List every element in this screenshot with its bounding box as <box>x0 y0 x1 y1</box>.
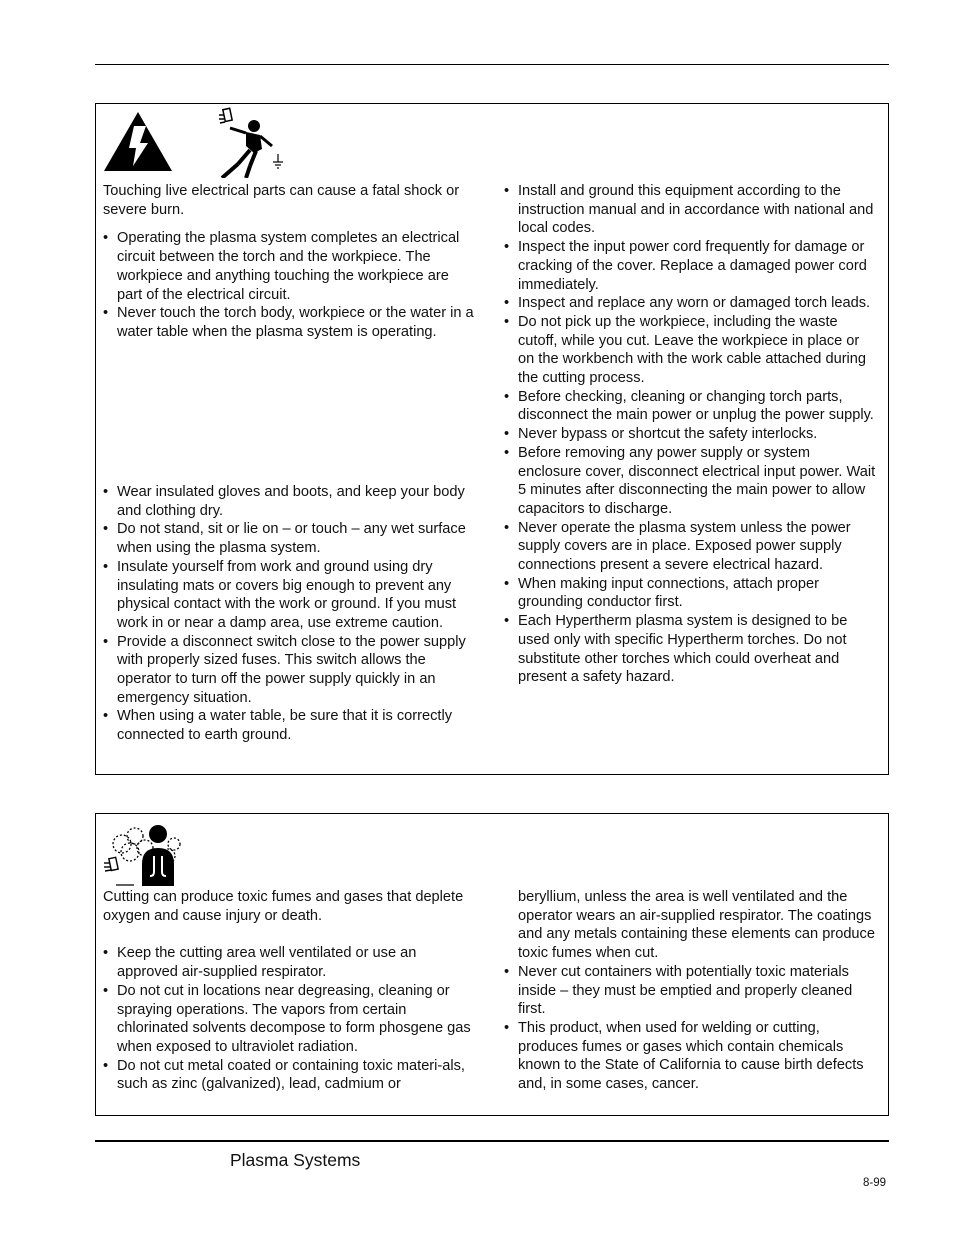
page-number: 8-99 <box>863 1177 887 1189</box>
shock-left-list-2 <box>103 483 478 745</box>
list-item: • Before removing any power supply or system enclosure cover, disconnect electrical input power. Wait 5 minutes after disconnecting the main power to allow capacitors to discharge. <box>504 444 876 519</box>
list-item: • Never operate the plasma system unless the power supply covers are in place. Exposed power supply connections present a severe electrical hazard. <box>504 519 876 575</box>
list-item: • Inspect the input power cord frequently for damage or cracking of the cover. Replace a damaged power cord immediately. <box>504 238 876 294</box>
shock-intro-text: Touching live electrical parts can cause a fatal shock or severe burn. <box>103 183 460 218</box>
list-item: • When making input connections, attach proper grounding conductor first. <box>504 575 876 612</box>
list-item: • Do not stand, sit or lie on – or touch – any wet surface when using the plasma system. <box>103 520 478 557</box>
shock-left-list-1 <box>103 229 475 341</box>
list-item: • Operating the plasma system completes an electrical circuit between the torch and the workpiece. The workpiece and anything touching the workpiece are part of the electrical circuit. <box>103 229 475 304</box>
fumes-right-list <box>504 963 876 1094</box>
toxic-fumes-icon <box>102 822 184 886</box>
fumes-intro-text: Cutting can produce toxic fumes and gases that deplete oxygen and cause injury or death. <box>103 889 464 924</box>
list-item: • This product, when used for welding or cutting, produces fumes or gases which contain chemicals known to the State of California to cause birth defects and, in some cases, cancer. <box>504 1019 876 1094</box>
list-item: • Inspect and replace any worn or damaged torch leads. <box>504 294 876 313</box>
list-item: • Do not cut metal coated or containing toxic materi-als, such as zinc (galvanized), lead, cadmium or <box>103 1057 475 1094</box>
list-item: • Never cut containers with potentially toxic materials inside – they must be emptied and properly cleaned first. <box>504 963 876 1019</box>
footer-rule <box>95 1140 889 1142</box>
list-item: • Never touch the torch body, workpiece or the water in a water table when the plasma system is operating. <box>103 304 475 341</box>
list-item: • Provide a disconnect switch close to the power supply with properly sized fuses. This switch allows the operator to turn off the power supply quickly in an emergency situation. <box>103 633 478 708</box>
toxic-fumes-warning-box <box>95 813 889 1116</box>
lightning-warning-icon <box>103 110 173 172</box>
shock-right-column <box>504 182 876 687</box>
electric-shock-warning-box <box>95 103 889 775</box>
fumes-right-column <box>504 888 876 1094</box>
list-item: • Wear insulated gloves and boots, and keep your body and clothing dry. <box>103 483 478 520</box>
fumes-left-column <box>103 888 475 1094</box>
electrocuted-person-icon <box>216 106 296 178</box>
fumes-continuation-text: beryllium, unless the area is well ventilated and the operator wears an air-supplied respirator. The coatings and any metals containing these elements can produce toxic fumes when cut. <box>518 889 875 962</box>
fumes-left-list <box>103 944 475 1094</box>
shock-left-column <box>103 182 475 342</box>
list-item: • Before checking, cleaning or changing torch parts, disconnect the main power or unplug the power supply. <box>504 388 876 425</box>
list-item: • Do not pick up the workpiece, including the waste cutoff, while you cut. Leave the workpiece in place or on the workbench with the work cable attached during the cutting process. <box>504 313 876 388</box>
footer-title: Plasma Systems <box>230 1150 361 1170</box>
list-item: • Do not cut in locations near degreasing, cleaning or spraying operations. The vapors from certain chlorinated solvents decompose to form phosgene gas when exposed to ultraviolet radiation. <box>103 982 475 1057</box>
top-rule <box>95 64 889 65</box>
shock-right-list <box>504 182 876 687</box>
list-item: • Install and ground this equipment according to the instruction manual and in accordance with national and local codes. <box>504 182 876 238</box>
list-item: • When using a water table, be sure that it is correctly connected to earth ground. <box>103 707 478 744</box>
shock-left-column-lower <box>103 483 478 745</box>
list-item: • Keep the cutting area well ventilated or use an approved air-supplied respirator. <box>103 944 475 981</box>
list-item: • Insulate yourself from work and ground using dry insulating mats or covers big enough to prevent any physical contact with the work or ground. If you must work in or near a damp area, use extreme caution. <box>103 558 478 633</box>
list-item: • Never bypass or shortcut the safety interlocks. <box>504 425 876 444</box>
list-item: • Each Hypertherm plasma system is designed to be used only with specific Hypertherm torches. Do not substitute other torches which could overheat and present a safety hazard. <box>504 612 876 687</box>
